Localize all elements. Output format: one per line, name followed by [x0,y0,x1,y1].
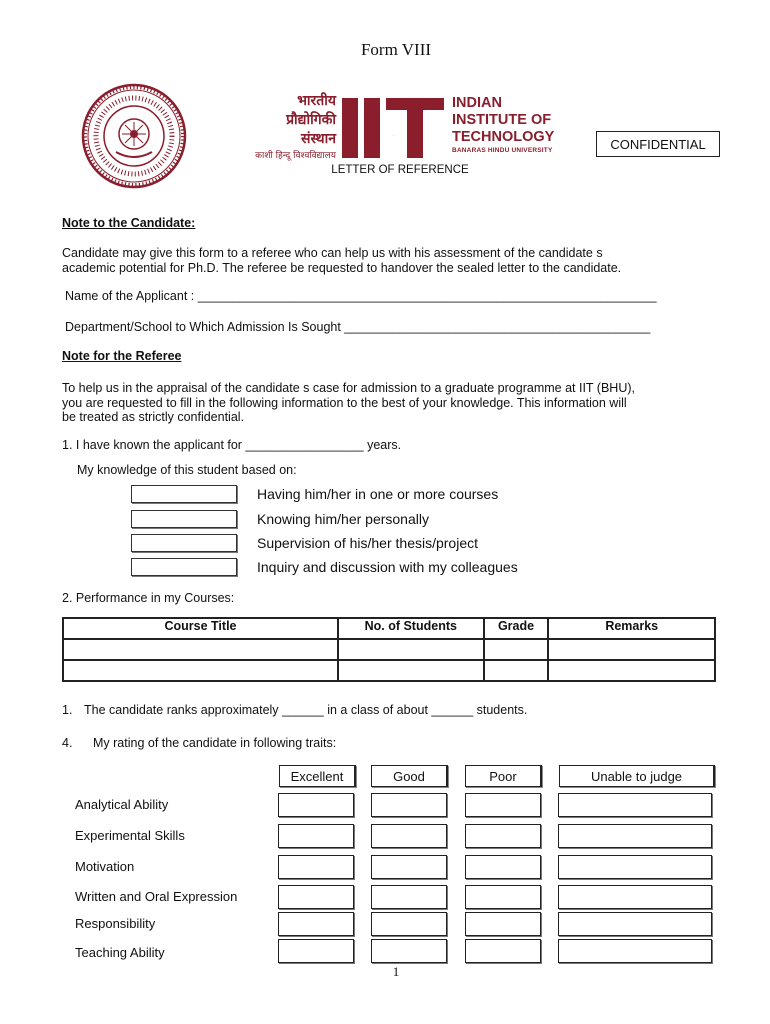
table-cell[interactable] [338,660,484,681]
table-cell[interactable] [548,660,715,681]
trait-label: Teaching Ability [75,945,165,960]
courses-table [62,617,716,682]
rating-box[interactable] [278,793,354,817]
rating-box[interactable] [278,912,354,936]
table-row [63,639,715,660]
rating-question-text: My rating of the candidate in following traits: [93,736,337,750]
logo-hindi-line: संस्थान [301,131,336,147]
iit-logo-text: IIT [393,136,395,137]
referee-note-line: be treated as strictly confidential. [62,410,245,424]
rating-box[interactable] [371,824,447,848]
logo-english-text [452,95,554,156]
rating-box[interactable] [465,912,541,936]
logo-hindi-text [250,92,336,163]
logo-hindi-line: काशी हिन्दू विश्वविद्यालय [255,151,336,161]
applicant-name-field[interactable]: Name of the Applicant : __________________________________________________________________ [65,289,657,303]
rating-box[interactable] [371,855,447,879]
letter-heading: LETTER OF REFERENCE [331,164,469,176]
candidate-note-text [62,246,621,275]
rank-question-field[interactable]: The candidate ranks approximately ______ in a class of about ______ students. [84,703,528,717]
table-cell[interactable] [63,660,338,681]
trait-label: Responsibility [75,916,156,931]
logo-hindi-line: प्रौद्योगिकी [286,112,336,128]
rating-box[interactable] [465,824,541,848]
knowledge-intro: My knowledge of this student based on: [77,463,297,477]
rating-box[interactable] [465,939,541,963]
trait-label: Analytical Ability [75,797,169,812]
logo-english-line: BANARAS HINDU UNIVERSITY [452,147,553,154]
rating-column-header: Good [371,765,448,787]
table-cell[interactable] [484,639,549,660]
rating-box[interactable] [465,885,541,909]
table-cell[interactable] [548,639,715,660]
referee-note-text [62,381,635,425]
rating-box[interactable] [371,885,447,909]
knowledge-checkbox[interactable] [131,558,237,576]
candidate-note-line: academic potential for Ph.D. The referee be requested to handover the sealed letter to the candidate. [62,260,622,275]
trait-label: Motivation [75,859,135,874]
column-header: Course Title [63,618,338,639]
logo-english-line: TECHNOLOGY [452,129,555,145]
known-years-field[interactable]: 1. I have known the applicant for _________________ years. [62,438,402,452]
knowledge-checkbox[interactable] [131,510,237,528]
referee-note-heading: Note for the Referee [62,349,182,363]
rating-box[interactable] [558,855,712,879]
rating-box[interactable] [371,912,447,936]
column-header: Grade [484,618,549,639]
rating-box[interactable] [558,939,712,963]
trait-label: Experimental Skills [75,828,185,843]
knowledge-checkbox[interactable] [131,485,237,503]
logo-hindi-line: भारतीय [297,93,336,109]
department-field[interactable]: Department/School to Which Admission Is Sought ____________________________________________ [65,320,651,334]
form-title: Form VIII [360,40,432,59]
knowledge-checkbox[interactable] [131,534,237,552]
rating-box[interactable] [278,939,354,963]
candidate-note-heading: Note to the Candidate: [62,216,196,230]
candidate-note-line: Candidate may give this form to a referee who can help us with his assessment of the candidate s [62,246,603,260]
table-header-row [63,618,715,639]
table-row [63,660,715,681]
rating-column-header: Unable to judge [559,765,715,787]
rating-box[interactable] [465,793,541,817]
trait-label: Written and Oral Expression [75,889,238,904]
column-header: No. of Students [338,618,484,639]
knowledge-option-label: Knowing him/her personally [257,511,429,527]
logo-english-line: INDIAN [452,95,502,111]
rating-box[interactable] [558,824,712,848]
rating-box[interactable] [558,793,712,817]
logo-english-line: INSTITUTE OF [452,112,552,128]
rating-column-header: Excellent [279,765,356,787]
rank-question-number: 1. [62,703,73,717]
rating-box[interactable] [371,939,447,963]
iit-logo-mark [340,96,446,160]
table-cell[interactable] [484,660,549,681]
rating-column-header: Poor [465,765,542,787]
institute-seal-icon [80,82,188,190]
rating-box[interactable] [278,855,354,879]
knowledge-option-label: Having him/her in one or more courses [257,486,499,502]
table-cell[interactable] [338,639,484,660]
rating-box[interactable] [558,885,712,909]
rating-question-number: 4. [62,736,73,750]
knowledge-option-label: Supervision of his/her thesis/project [257,535,478,551]
page-number: 1 [392,964,400,979]
rating-box[interactable] [278,824,354,848]
confidential-label: CONFIDENTIAL [596,131,720,157]
knowledge-option-label: Inquiry and discussion with my colleagues [257,559,518,575]
column-header: Remarks [548,618,715,639]
rating-box[interactable] [558,912,712,936]
referee-note-line: you are requested to fill in the following information to the best of your knowledge. This information will [62,395,627,410]
table-cell[interactable] [63,639,338,660]
referee-note-line: To help us in the appraisal of the candidate s case for admission to a graduate programme at IIT (BHU), [62,381,635,395]
rating-box[interactable] [278,885,354,909]
rating-box[interactable] [371,793,447,817]
rating-box[interactable] [465,855,541,879]
courses-heading: 2. Performance in my Courses: [62,591,235,605]
